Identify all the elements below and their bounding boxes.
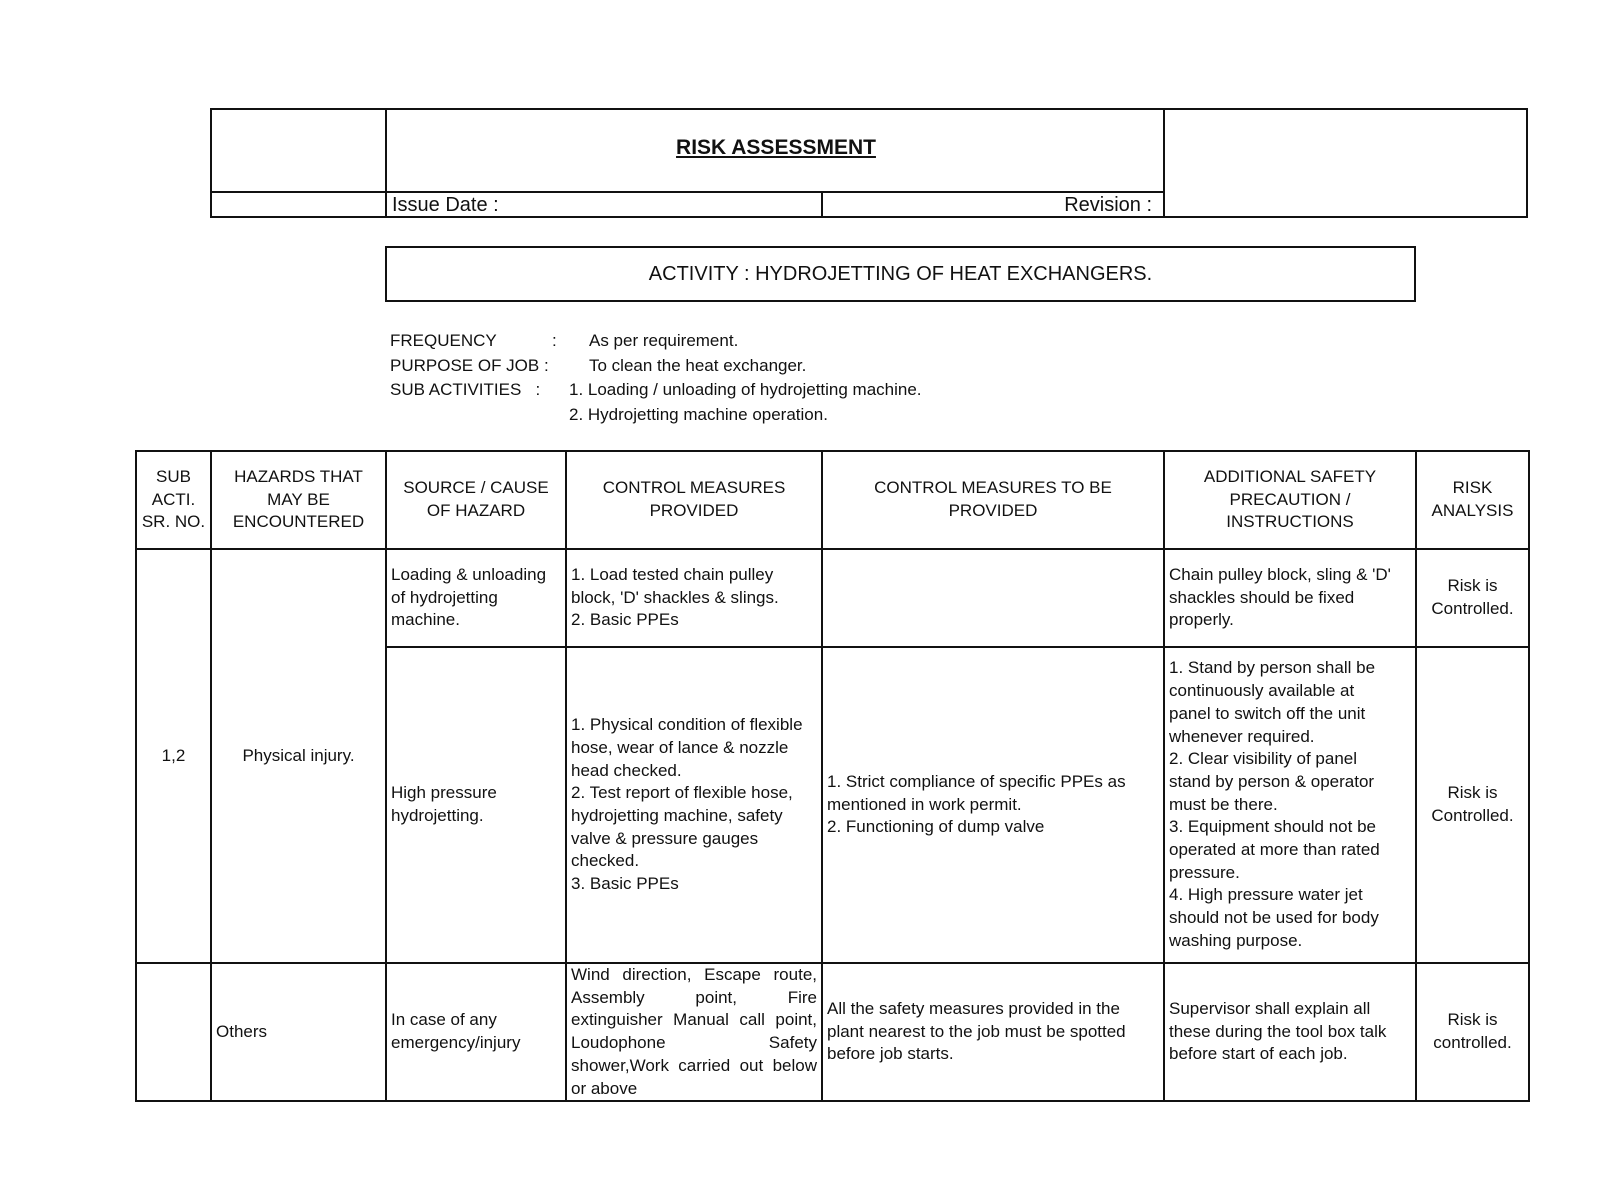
frequency-label: FREQUENCY: [390, 331, 497, 350]
hazard-cell: Physical injury.: [211, 549, 386, 963]
risk-table: [135, 450, 1530, 1102]
sub-activities-label: SUB ACTIVITIES :: [390, 380, 541, 399]
additional-cell: Supervisor shall explain all these during the tool box talk before start of each job.: [1164, 963, 1416, 1101]
provided-cell: 1. Physical condition of flexible hose, wear of lance & nozzle head checked. 2. Test report of flexible hose, hydrojetting machine, safety valve & pressure gauges checked. 3. Basic PPEs: [566, 647, 822, 963]
divider: [385, 110, 387, 216]
col-header: HAZARDS THAT MAY BE ENCOUNTERED: [211, 451, 386, 549]
sr-no-cell: 1,2: [136, 549, 211, 963]
table-row: [136, 549, 1529, 647]
table-row: [136, 963, 1529, 1101]
frequency-colon: :: [552, 331, 557, 350]
table-header-row: [136, 451, 1529, 549]
page-title: RISK ASSESSMENT: [676, 136, 876, 159]
col-header: CONTROL MEASURES TO BE PROVIDED: [822, 451, 1164, 549]
source-cell: Loading & unloading of hydrojetting machine.: [386, 549, 566, 647]
sr-no-cell: [136, 963, 211, 1101]
to-be-provided-cell: All the safety measures provided in the plant nearest to the job must be spotted before job starts.: [822, 963, 1164, 1101]
purpose-label: PURPOSE OF JOB :: [390, 355, 549, 375]
additional-cell: 1. Stand by person shall be continuously available at panel to switch off the unit whenever required. 2. Clear visibility of panel stand by person & operator must be there. 3. Equipment should not be operated at more than rated pressure. 4. High pressure water jet should not be used for body washing purpose.: [1164, 647, 1416, 963]
activity-title: ACTIVITY : HYDROJETTING OF HEAT EXCHANGERS.: [385, 246, 1416, 302]
source-cell: High pressure hydrojetting.: [386, 647, 566, 963]
risk-cell: Risk is Controlled.: [1416, 549, 1529, 647]
frequency-value: As per requirement.: [589, 331, 739, 350]
divider: [212, 191, 1163, 193]
document-header: [210, 108, 1528, 218]
sub-activity: 2. Hydrojetting machine operation.: [569, 404, 828, 424]
col-header: ADDITIONAL SAFETY PRECAUTION / INSTRUCTIONS: [1164, 451, 1416, 549]
meta-labels: [390, 329, 549, 403]
hazard-cell: Others: [211, 963, 386, 1101]
sub-activities-list: [569, 378, 922, 427]
revision-label: Revision :: [1064, 194, 1152, 216]
provided-cell: Wind direction, Escape route, Assembly point, Fire extinguisher Manual call point, Loudophone Safety shower,Work carried out below or above: [566, 963, 822, 1101]
purpose-value: To clean the heat exchanger.: [589, 355, 807, 375]
source-cell: In case of any emergency/injury: [386, 963, 566, 1101]
provided-cell: 1. Load tested chain pulley block, 'D' shackles & slings. 2. Basic PPEs: [566, 549, 822, 647]
to-be-provided-cell: 1. Strict compliance of specific PPEs as mentioned in work permit. 2. Functioning of dump valve: [822, 647, 1164, 963]
col-header: CONTROL MEASURES PROVIDED: [566, 451, 822, 549]
col-header: RISK ANALYSIS: [1416, 451, 1529, 549]
sub-activity: 1. Loading / unloading of hydrojetting machine.: [569, 380, 922, 399]
to-be-provided-cell: [822, 549, 1164, 647]
risk-cell: Risk is controlled.: [1416, 963, 1529, 1101]
issue-date-label: Issue Date :: [392, 194, 499, 216]
col-header: SUB ACTI. SR. NO.: [136, 451, 211, 549]
additional-cell: Chain pulley block, sling & 'D' shackles should be fixed properly.: [1164, 549, 1416, 647]
divider: [1163, 110, 1165, 216]
col-header: SOURCE / CAUSE OF HAZARD: [386, 451, 566, 549]
risk-cell: Risk is Controlled.: [1416, 647, 1529, 963]
meta-values: [589, 329, 806, 378]
